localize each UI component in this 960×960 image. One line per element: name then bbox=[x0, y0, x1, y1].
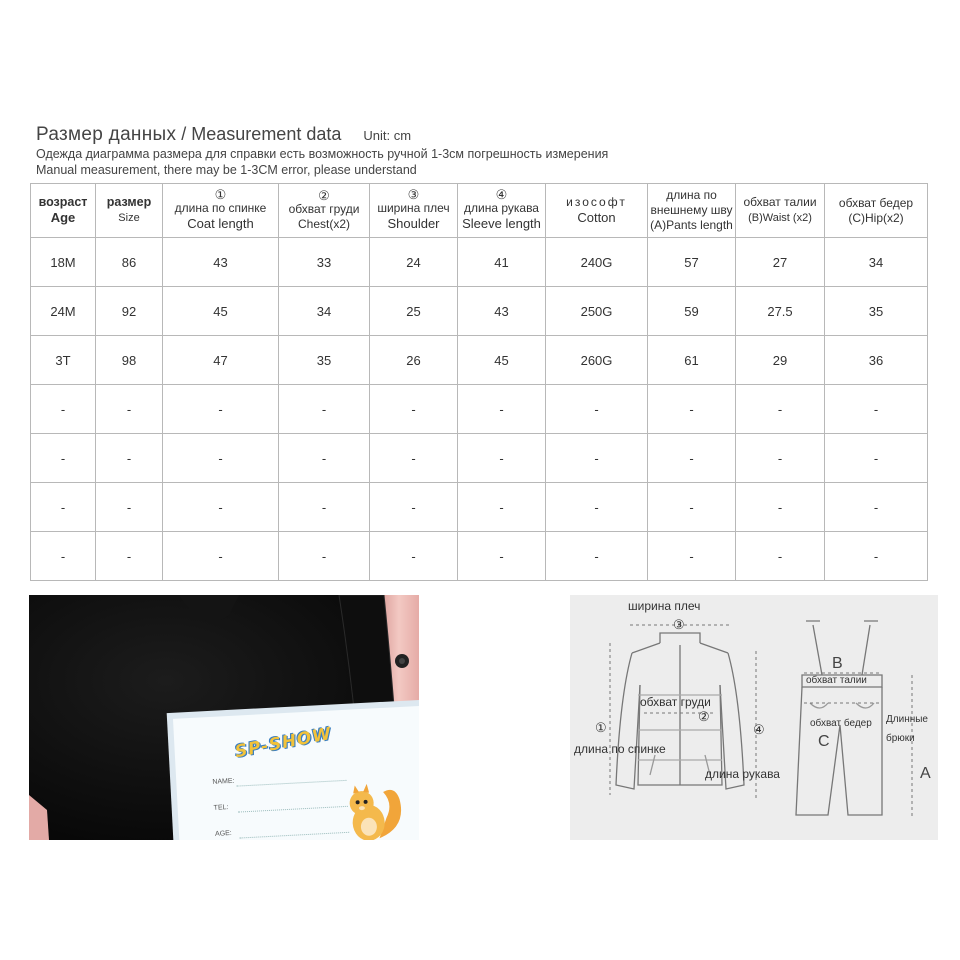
label-hip: обхват бедер bbox=[810, 718, 872, 729]
cell-sleeve: - bbox=[458, 385, 546, 434]
cell-cotton: 260G bbox=[546, 336, 648, 385]
col-header-chest: ② обхват груди Chest(x2) bbox=[279, 184, 370, 238]
cell-cotton: - bbox=[546, 483, 648, 532]
label-shoulder: ширина плеч bbox=[628, 599, 701, 613]
label-pants-2: брюки bbox=[886, 733, 915, 744]
cell-chest: - bbox=[279, 434, 370, 483]
table-row bbox=[31, 385, 928, 434]
cell-coat-length: 43 bbox=[163, 238, 279, 287]
table-row bbox=[31, 434, 928, 483]
label-shoulder-num: ③ bbox=[673, 617, 685, 632]
cell-age: - bbox=[31, 483, 96, 532]
table-row bbox=[31, 287, 928, 336]
cell-size: 98 bbox=[96, 336, 163, 385]
cell-size: 86 bbox=[96, 238, 163, 287]
squirrel-icon bbox=[336, 777, 410, 840]
cell-shoulder: - bbox=[370, 434, 458, 483]
label-pants-1: Длинные bbox=[886, 714, 928, 725]
col-header-sleeve: ④ длина рукава Sleeve length bbox=[458, 184, 546, 238]
cell-waist: - bbox=[736, 434, 825, 483]
col-header-cotton: изософт Cotton bbox=[546, 184, 648, 238]
label-c: C bbox=[818, 733, 830, 750]
cell-age: 24M bbox=[31, 287, 96, 336]
title-ru: Размер данных bbox=[36, 124, 177, 145]
cell-cotton: - bbox=[546, 532, 648, 581]
cell-age: - bbox=[31, 434, 96, 483]
cell-cotton: - bbox=[546, 434, 648, 483]
label-sleeve: длина рукава bbox=[705, 767, 780, 781]
cell-pants-length: - bbox=[648, 532, 736, 581]
label-chest-num: ② bbox=[698, 709, 710, 724]
cell-age: 3T bbox=[31, 336, 96, 385]
cell-sleeve: 43 bbox=[458, 287, 546, 336]
cell-size: - bbox=[96, 483, 163, 532]
cell-coat-length: - bbox=[163, 532, 279, 581]
page-title bbox=[36, 124, 936, 146]
cell-chest: 35 bbox=[279, 336, 370, 385]
cell-age: - bbox=[31, 385, 96, 434]
cell-size: - bbox=[96, 434, 163, 483]
cell-pants-length: - bbox=[648, 483, 736, 532]
cell-coat-length: - bbox=[163, 385, 279, 434]
cell-size: 92 bbox=[96, 287, 163, 336]
cell-waist: - bbox=[736, 532, 825, 581]
table-row bbox=[31, 336, 928, 385]
label-a: A bbox=[920, 765, 931, 782]
cell-shoulder: 25 bbox=[370, 287, 458, 336]
cell-cotton: 250G bbox=[546, 287, 648, 336]
cell-chest: - bbox=[279, 385, 370, 434]
cell-coat-length: 47 bbox=[163, 336, 279, 385]
cell-shoulder: - bbox=[370, 532, 458, 581]
col-header-age: возраст Age bbox=[31, 184, 96, 238]
label-coat-length: длина по спинке bbox=[574, 742, 666, 756]
table-row bbox=[31, 483, 928, 532]
brand-logo: SP-SHOW bbox=[233, 723, 334, 763]
table-header-row bbox=[31, 184, 928, 238]
size-table bbox=[30, 183, 928, 581]
cell-age: - bbox=[31, 532, 96, 581]
label-sleeve-num: ④ bbox=[753, 722, 765, 737]
garment-outlines bbox=[570, 595, 938, 840]
col-header-size: размер Size bbox=[96, 184, 163, 238]
label-coat-length-num: ① bbox=[595, 720, 607, 735]
cell-sleeve: 41 bbox=[458, 238, 546, 287]
label-field-tel: TEL: bbox=[213, 804, 229, 812]
cell-pants-length: 61 bbox=[648, 336, 736, 385]
cell-waist: 27 bbox=[736, 238, 825, 287]
cell-pants-length: 57 bbox=[648, 238, 736, 287]
cell-shoulder: 24 bbox=[370, 238, 458, 287]
cell-hip: - bbox=[825, 483, 928, 532]
cell-cotton: 240G bbox=[546, 238, 648, 287]
cell-sleeve: - bbox=[458, 434, 546, 483]
cell-hip: - bbox=[825, 385, 928, 434]
cell-age: 18M bbox=[31, 238, 96, 287]
col-header-coat-length: ① длина по спинке Coat length bbox=[163, 184, 279, 238]
cell-coat-length: - bbox=[163, 434, 279, 483]
product-photo bbox=[29, 595, 419, 840]
cell-sleeve: 45 bbox=[458, 336, 546, 385]
cell-sleeve: - bbox=[458, 532, 546, 581]
cell-hip: 36 bbox=[825, 336, 928, 385]
cell-waist: - bbox=[736, 483, 825, 532]
cell-hip: 35 bbox=[825, 287, 928, 336]
cell-coat-length: 45 bbox=[163, 287, 279, 336]
title-en: / Measurement data bbox=[176, 124, 342, 144]
cell-waist: - bbox=[736, 385, 825, 434]
cell-cotton: - bbox=[546, 385, 648, 434]
measurement-diagram bbox=[570, 595, 938, 840]
col-header-waist: обхват талии (B)Waist (x2) bbox=[736, 184, 825, 238]
cell-chest: - bbox=[279, 483, 370, 532]
cell-hip: - bbox=[825, 532, 928, 581]
name-label bbox=[173, 705, 419, 840]
cell-size: - bbox=[96, 532, 163, 581]
page-header bbox=[36, 124, 936, 178]
cell-hip: 34 bbox=[825, 238, 928, 287]
cell-chest: - bbox=[279, 532, 370, 581]
cell-shoulder: - bbox=[370, 483, 458, 532]
cell-chest: 34 bbox=[279, 287, 370, 336]
table-row bbox=[31, 532, 928, 581]
label-chest: обхват груди bbox=[640, 695, 711, 709]
cell-pants-length: 59 bbox=[648, 287, 736, 336]
cell-waist: 27.5 bbox=[736, 287, 825, 336]
cell-chest: 33 bbox=[279, 238, 370, 287]
label-waist: обхват талии bbox=[806, 675, 867, 686]
cell-coat-length: - bbox=[163, 483, 279, 532]
cell-shoulder: - bbox=[370, 385, 458, 434]
note-ru: Одежда диаграмма размера для справки есть возможность ручной 1-3см погрешность измерения bbox=[36, 147, 609, 161]
col-header-pants-length: длина по внешнему шву (A)Pants length bbox=[648, 184, 736, 238]
label-b: B bbox=[832, 655, 843, 672]
cell-pants-length: - bbox=[648, 385, 736, 434]
cell-sleeve: - bbox=[458, 483, 546, 532]
cell-pants-length: - bbox=[648, 434, 736, 483]
table-row bbox=[31, 238, 928, 287]
cell-shoulder: 26 bbox=[370, 336, 458, 385]
label-field-name: NAME: bbox=[212, 777, 235, 786]
unit-label: Unit: cm bbox=[363, 128, 412, 143]
col-header-hip: обхват бедер (C)Hip(x2) bbox=[825, 184, 928, 238]
cell-waist: 29 bbox=[736, 336, 825, 385]
cell-hip: - bbox=[825, 434, 928, 483]
label-field-age: AGE: bbox=[214, 829, 232, 838]
cell-size: - bbox=[96, 385, 163, 434]
note-en: Manual measurement, there may be 1-3CM error, please understand bbox=[36, 163, 417, 177]
col-header-shoulder: ③ ширина плеч Shoulder bbox=[370, 184, 458, 238]
